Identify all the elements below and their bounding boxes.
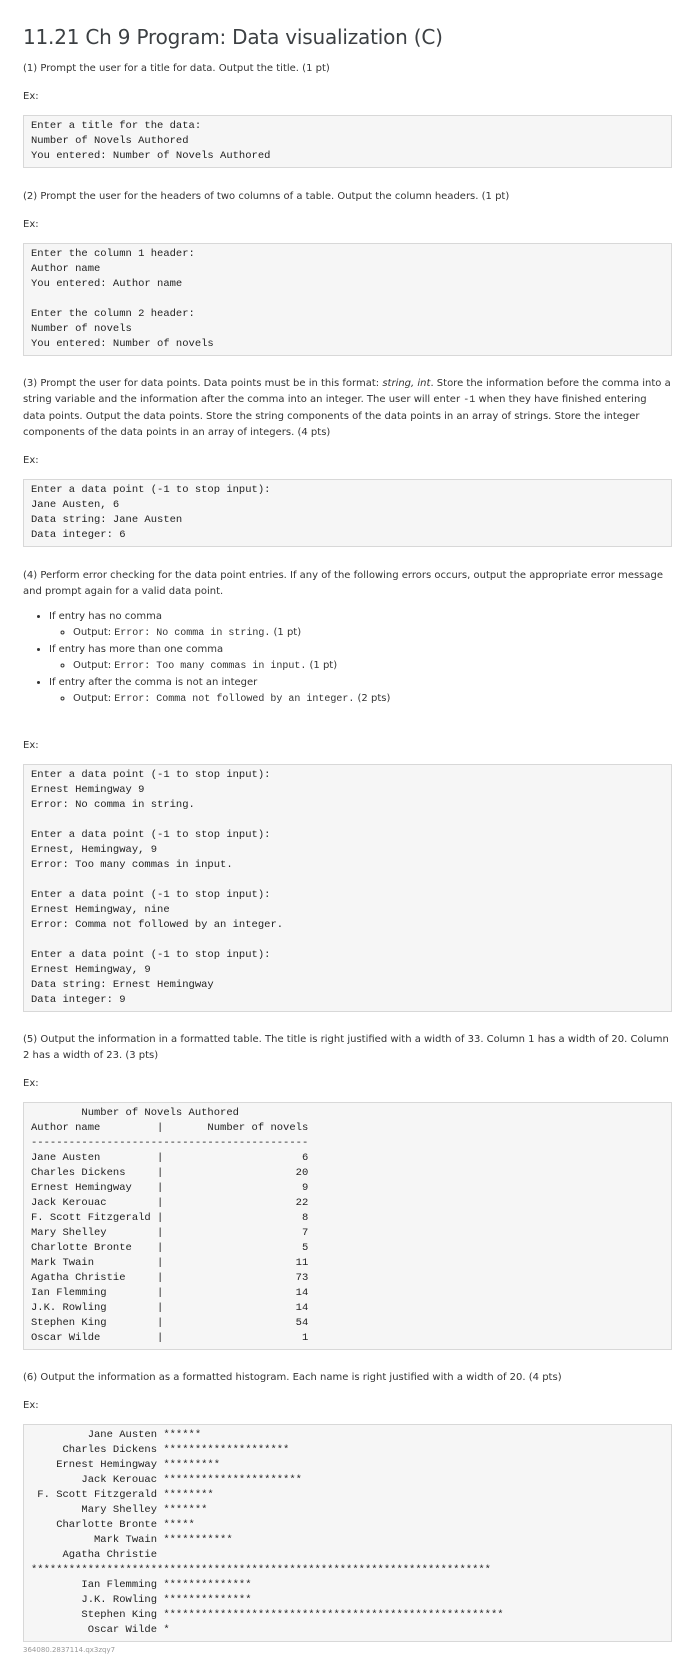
step1-example-code: Enter a title for the data: Number of Novels Authored You entered: Number of Novels Authored <box>23 115 672 168</box>
output-label: Output: <box>73 693 115 704</box>
step3-ex-label: Ex: <box>23 455 39 466</box>
error-condition: If entry after the comma is not an integer <box>49 677 258 688</box>
step3-text <box>23 376 672 441</box>
step2-text: (2) Prompt the user for the headers of two columns of a table. Output the column headers. (1 pt) <box>23 191 510 202</box>
step3-text-c: when they have finished entering data points. Output the data points. Store the string components of the data points in an array of strings. Store the integer components of the data points in an array of integers. (4 pts) <box>23 394 647 438</box>
error-item <box>49 675 672 708</box>
step3-sentinel: -1 <box>463 395 476 406</box>
error-item <box>49 642 672 675</box>
step3-text-a: (3) Prompt the user for data points. Data points must be in this format: <box>23 378 383 389</box>
step5-example-code: Number of Novels Authored Author name | Number of novels -------------------------------------------- Jane Austen | 6 Charles Dickens | 20 Ernest Hemingway | 9 Jack Kerouac | 22 F. Scott Fitzgerald | 8 Mary Shelley | 7 Charlotte Bronte | 5 Mark Twain | 11 Agatha Christie | 73 Ian Flemming | 14 J.K. Rowling | 14 Stephen King | 54 Oscar Wilde | 1 <box>23 1102 672 1350</box>
error-message: Error: Too many commas in input. <box>114 661 307 672</box>
error-points: (1 pt) <box>270 627 302 638</box>
step6-ex-label: Ex: <box>23 1400 39 1411</box>
error-condition: If entry has more than one comma <box>49 644 224 655</box>
error-condition: If entry has no comma <box>49 611 162 622</box>
step5-ex-label: Ex: <box>23 1078 39 1089</box>
error-output <box>73 658 672 675</box>
step6-example-code: Jane Austen ****** Charles Dickens ******************** Ernest Hemingway ********* Jack Kerouac ********************** F. Scott Fitzgerald ******** Mary Shelley ******* Charlotte Bronte ***** Mark Twain *********** Agatha Christie ************************************************************************* Ian Flemming ************** J.K. Rowling ************** Stephen King ****************************************************** Oscar Wilde * <box>23 1424 672 1642</box>
step1-ex-label: Ex: <box>23 91 39 102</box>
step4-text: (4) Perform error checking for the data point entries. If any of the following errors occurs, output the appropriate error message and prompt again for a valid data point. <box>23 570 664 597</box>
output-label: Output: <box>73 660 115 671</box>
step6-text: (6) Output the information as a formatted histogram. Each name is right justified with a width of 20. (4 pts) <box>23 1372 562 1383</box>
error-message: Error: Comma not followed by an integer. <box>114 694 355 705</box>
step3-format: string, int <box>382 378 431 389</box>
error-list <box>23 609 672 708</box>
page-title: 11.21 Ch 9 Program: Data visualization (C) <box>23 25 443 49</box>
step3-example-code: Enter a data point (-1 to stop input): Jane Austen, 6 Data string: Jane Austen Data integer: 6 <box>23 479 672 547</box>
step3-text-b: . Store the information before the comma into a string variable and the information after the comma into an integer. The user will enter <box>23 378 671 405</box>
step2-ex-label: Ex: <box>23 219 39 230</box>
error-points: (2 pts) <box>354 693 391 704</box>
step4-ex-label: Ex: <box>23 740 39 751</box>
step4-example-code: Enter a data point (-1 to stop input): Ernest Hemingway 9 Error: No comma in string. Enter a data point (-1 to stop input): Ernest, Hemingway, 9 Error: Too many commas in input. Enter a data point (-1 to stop input): Ernest Hemingway, nine Error: Comma not followed by an integer. Enter a data point (-1 to stop input): Ernest Hemingway, 9 Data string: Ernest Hemingway Data integer: 9 <box>23 764 672 1012</box>
step2-example-code: Enter the column 1 header: Author name You entered: Author name Enter the column 2 header: Number of novels You entered: Number of novels <box>23 243 672 356</box>
error-item <box>49 609 672 642</box>
output-label: Output: <box>73 627 115 638</box>
error-output <box>73 625 672 642</box>
error-message: Error: No comma in string. <box>114 628 271 639</box>
step5-text: (5) Output the information in a formatted table. The title is right justified with a width of 33. Column 1 has a width of 20. Column 2 has a width of 23. (3 pts) <box>23 1034 669 1061</box>
step1-text: (1) Prompt the user for a title for data. Output the title. (1 pt) <box>23 63 330 74</box>
error-output <box>73 691 672 708</box>
error-points: (1 pt) <box>306 660 338 671</box>
footer-id: 364080.2837114.qx3zqy7 <box>23 1646 116 1654</box>
